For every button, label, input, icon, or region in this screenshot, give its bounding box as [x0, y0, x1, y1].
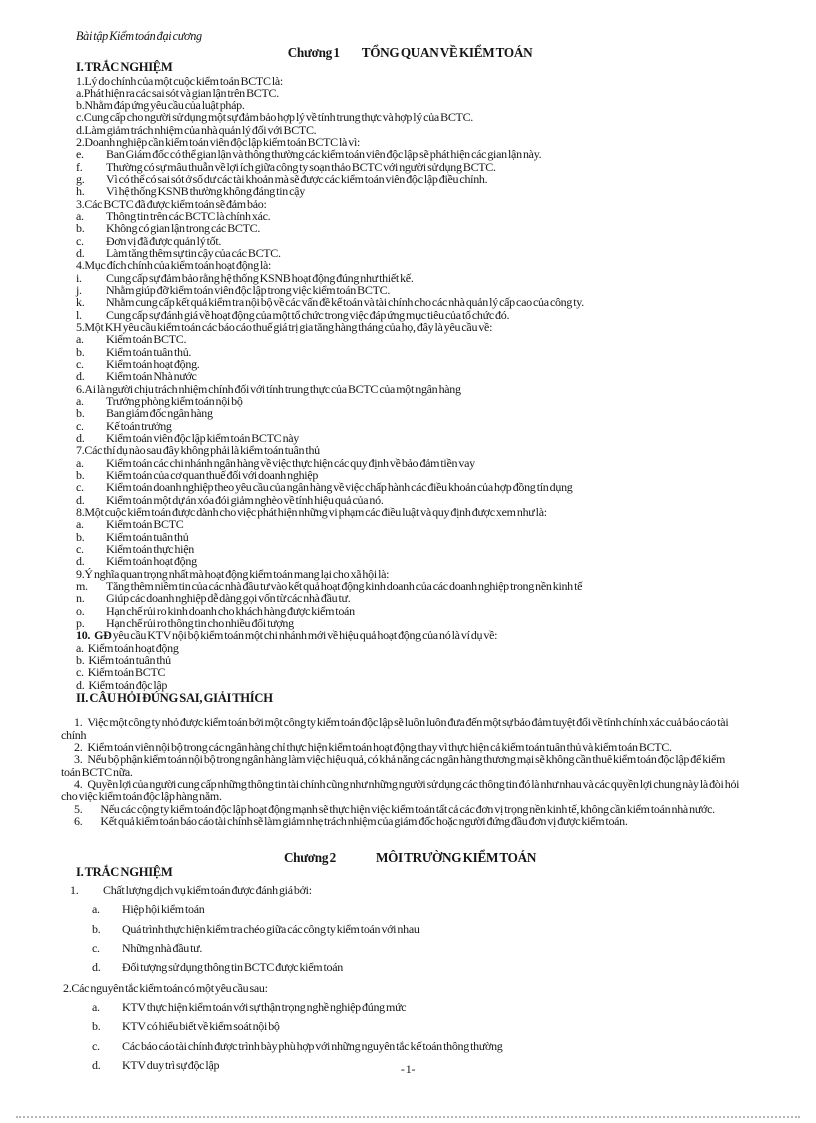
option-text: Làm giảm trách nhiệm của nhà quản lý đối với BCTC.	[84, 122, 317, 137]
option-text: Vì hệ thống KSNB thường không đáng tin cậy	[106, 184, 305, 199]
answer-option	[92, 1040, 744, 1052]
page-number: - 1-	[400, 1062, 416, 1076]
option-label: a.	[76, 85, 84, 100]
option-text: Cung cấp sự đảm bảo rằng hệ thống KSNB hoạt động đúng như thiết kế.	[106, 270, 414, 285]
question-number: 1.	[70, 883, 79, 897]
statement-text: Nếu bộ phận kiểm toán nội bộ trong ngân hàng làm việc hiệu quả, có khả năng các ngân hàng thương mại sẽ không cần thuê kiểm toán độc lập để kiểm toán BCTC nữa.	[61, 752, 726, 779]
statement-number: 5.	[74, 801, 83, 816]
option-label: b.	[92, 1019, 101, 1034]
question-text: yêu cầu KTV nội bộ kiểm toán một chi nhánh mới về hiệu quả hoạt động của nó là ví dụ về:	[111, 628, 498, 643]
answer-option	[92, 903, 744, 915]
statement-text: Nếu các cộng ty kiểm toán độc lập hoạt động mạnh sẽ thực hiện việc kiểm toán tất cả các đơn vị trọng nền kinh tế, không cần kiểm toán nhà nước.	[100, 801, 715, 816]
option-text: Ban Giám đốc có thể gian lận và thông thường các kiểm toán viên độc lập sẽ phát hiện các gian lận này.	[106, 147, 542, 162]
option-label: d.	[76, 246, 85, 261]
option-label: b.	[76, 529, 85, 544]
option-label: a.	[76, 394, 84, 409]
chapter1-heading	[76, 45, 744, 60]
option-text: Ban giám đốc ngân hàng	[106, 406, 213, 421]
question-number: 10.	[76, 628, 91, 643]
question-text: Mục đích chính của kiểm toán hoạt động là:	[84, 258, 272, 273]
question-number: 4.	[76, 258, 85, 273]
answer-option	[76, 654, 744, 666]
option-label: c.	[76, 110, 84, 125]
answer-option	[92, 1020, 744, 1032]
option-text: Kiểm toán các chi nhánh ngân hàng về việc thực hiện các quy định về bảo đảm tiền vay	[106, 455, 475, 470]
statement	[61, 778, 745, 803]
question-lead: GĐ	[94, 628, 112, 643]
option-label: b.	[76, 98, 85, 113]
option-label: a.	[76, 455, 84, 470]
option-label: d.	[76, 554, 85, 569]
chapter1	[61, 45, 744, 829]
option-text: Hạn chế rủi ro thông tin cho nhiều đối tượng	[106, 615, 294, 630]
chapter2-heading-title: MÔI TRƯỜNG KIỂM TOÁN	[375, 849, 537, 865]
option-text: Nhằm đáp ứng yêu cầu của luật pháp.	[84, 98, 245, 113]
option-label: b.	[76, 344, 85, 359]
option-label: c.	[76, 233, 84, 248]
option-text: KTV có hiểu biết về kiểm soát nội bộ	[122, 1019, 280, 1034]
option-text: Cung cấp sự đánh giá về hoạt động của một tổ chức trong việc đáp ứng mục tiêu của tổ chức đó.	[106, 307, 510, 322]
question-text: Lý do chính của một cuộc kiểm toán BCTC là:	[84, 73, 283, 88]
option-text: Kiểm toán hoạt động	[106, 554, 197, 569]
option-text: Thông tin trên các BCTC là chính xác.	[106, 209, 271, 224]
option-text: Phát hiện ra các sai sót và gian lận trên BCTC.	[83, 85, 279, 100]
chapter1-questions	[76, 75, 744, 691]
answer-option	[76, 679, 744, 691]
question-number: 2.	[63, 980, 72, 995]
option-label: b.	[76, 468, 85, 482]
question-number: 3.	[76, 196, 85, 211]
question-number: 9.	[76, 566, 85, 581]
option-text: Đối tượng sử dụng thông tin BCTC được kiểm toán	[122, 960, 343, 975]
option-text: Các báo cáo tài chính được trình bày phù hợp với những nguyên tắc kế toán thông thường	[122, 1038, 503, 1053]
statement-number: 6.	[74, 814, 83, 829]
option-label: h.	[76, 184, 85, 199]
chapter1-heading-title: TỔNG QUAN VỀ KIỂM TOÁN	[361, 45, 533, 60]
statement	[61, 815, 745, 827]
option-text: Nhằm cung cấp kết quả kiểm tra nội bộ về các vấn đề kế toán và tài chính cho các nhà quản lý cấp cao của công ty.	[106, 295, 584, 310]
question-text: Ai là người chịu trách nhiệm chính đối với tính trung thực của BCTC của một ngân hàng	[84, 381, 461, 396]
option-text: Kiểm toán BCTC	[106, 517, 184, 532]
option-label: b.	[92, 921, 101, 936]
option-label: d.	[76, 492, 85, 507]
question-text: Các BCTC đã được kiểm toán sẽ đảm bảo:	[84, 196, 267, 211]
option-label: g.	[76, 172, 85, 187]
option-text: Kiểm toán độc lập	[88, 677, 168, 692]
option-text: Nhằm giúp đỡ kiểm toán viên độc lập trong việc kiểm toán BCTC.	[106, 283, 391, 298]
option-label: e.	[76, 147, 84, 162]
option-label: c.	[92, 940, 100, 955]
chapter2-questions	[63, 884, 744, 1071]
question-text: Chất lượng dịch vụ kiểm toán được đánh giá bởi:	[103, 883, 312, 897]
option-label: d.	[76, 677, 85, 692]
option-text: Trưởng phòng kiểm toán nội bộ	[106, 394, 243, 409]
chapter1-heading-label: Chương 1	[287, 45, 340, 60]
answer-option	[76, 642, 744, 654]
option-label: a.	[76, 517, 84, 532]
option-label: n.	[76, 591, 85, 606]
option-text: Tăng thêm niềm tin của các nhà đầu tư vào kết quả hoạt động kinh doanh của các doanh nghiệp trong nền kinh tế	[106, 578, 583, 593]
option-label: d.	[76, 369, 85, 384]
option-text: Kiểm toán BCTC	[87, 665, 166, 680]
option-label: i.	[76, 270, 82, 285]
question-text: Doanh nghiệp cần kiểm toán viên độc lập kiểm toán BCTC là vì:	[84, 135, 361, 150]
option-label: a.	[92, 902, 100, 917]
answer-option	[92, 1001, 744, 1013]
statement-number: 4.	[74, 777, 83, 792]
chapter1-tf-heading: II. CÂU HỎI ĐÚNG SAI, GIẢI THÍCH	[76, 690, 273, 705]
option-label: d.	[92, 960, 101, 975]
option-text: KTV thực hiện kiểm toán với sự thận trọng nghề nghiệp đúng mức	[122, 999, 407, 1014]
answer-option	[92, 942, 744, 954]
option-text: Kế toán trưởng	[106, 418, 172, 433]
answer-option	[76, 407, 744, 419]
option-label: c.	[76, 480, 84, 495]
option-label: o.	[76, 603, 85, 618]
option-label: d.	[92, 1057, 101, 1072]
question-number: 5.	[76, 320, 85, 335]
option-text: KTV duy trì sự độc lập	[122, 1057, 220, 1072]
option-text: Không có gian lận trong các BCTC.	[106, 221, 261, 236]
option-label: l.	[76, 307, 82, 322]
option-label: a.	[76, 332, 84, 347]
question-text: Một KH yêu cầu kiểm toán các báo cáo thuế giá trị gia tăng hàng tháng của họ, đây là yêu cầu về:	[84, 320, 493, 335]
chapter1-mc-heading: I. TRẮC NGHIỆM	[76, 60, 173, 74]
statement-text: Kết quả kiểm toán báo cáo tài chính sẽ làm giảm nhẹ trách nhiệm của giám đốc hoặc người đứng đầu đơn vị được kiểm toán.	[100, 814, 628, 829]
option-text: Kiểm toán thực hiện	[106, 541, 194, 556]
question-text: Ý nghĩa quan trọng nhất mà hoạt động kiểm toán mang lại cho xã hội là:	[84, 566, 390, 581]
doc-header: Bài tập Kiểm toán đại cương	[76, 29, 202, 43]
option-label: p.	[76, 615, 85, 630]
statement-text: Kiểm toán viên nội bộ trong các ngân hàng chỉ thực hiện kiểm toán hoạt động thay vì thực hiện cả kiểm toán tuân thủ và kiểm toán BCTC.	[87, 740, 672, 755]
option-label: c.	[92, 1038, 100, 1053]
option-text: Giúp các doanh nghiệp dễ dàng gọi vốn từ các nhà đầu tư.	[106, 591, 351, 606]
option-label: j.	[76, 283, 82, 298]
option-text: Đơn vị đã được quản lý tốt.	[106, 233, 222, 248]
statement-number: 1.	[74, 715, 83, 730]
option-text: Kiểm toán Nhà nước	[106, 369, 197, 384]
option-text: Kiểm toán doanh nghiệp theo yêu cầu của ngân hàng về việc chấp hành các điều khoản của hợp đồng tín dụng	[106, 480, 573, 495]
option-label: f.	[76, 159, 83, 174]
question-number: 1.	[76, 73, 85, 88]
option-text: Kiểm toán hoạt động.	[106, 357, 200, 372]
option-label: d.	[76, 122, 85, 137]
question-number: 8.	[76, 504, 85, 519]
option-text: Những nhà đầu tư.	[122, 940, 203, 955]
question-number: 6.	[76, 381, 85, 396]
chapter1-statements	[61, 716, 745, 827]
option-label: a.	[76, 209, 84, 224]
option-label: a.	[76, 640, 84, 655]
option-label: m.	[76, 578, 88, 593]
option-label: a.	[92, 999, 100, 1014]
option-label: c.	[76, 541, 84, 556]
chapter2	[63, 849, 744, 1072]
statement	[61, 753, 745, 778]
option-text: Hạn chế rủi ro kinh doanh cho khách hàng được kiểm toán	[106, 603, 355, 618]
question	[63, 982, 744, 994]
statement	[61, 716, 745, 741]
statement-number: 3.	[74, 752, 83, 767]
option-text: Cung cấp cho người sử dụng một sự đảm bảo hợp lý về tính trung thực và hợp lý của BCTC.	[83, 110, 473, 125]
chapter2-mc-heading: I. TRẮC NGHIỆM	[76, 864, 173, 879]
option-label: k.	[76, 295, 85, 310]
option-label: b.	[76, 406, 85, 421]
option-text: Kiểm toán hoạt động	[87, 640, 179, 655]
option-label: c.	[76, 665, 84, 680]
option-text: Kiểm toán tuân thủ	[88, 652, 171, 667]
question-text: Một cuộc kiểm toán được dành cho việc phát hiện những vi phạm các điều luật và quy định được xem như là:	[84, 504, 547, 519]
option-text: Vì có thể có sai sót ở số dư các tài khoản mà sẽ được các kiểm toán viên độc lập điều chỉnh.	[106, 172, 488, 187]
statement-text: Việc một công ty nhỏ được kiểm toán bởi một công ty kiểm toán độc lập sẽ luôn luôn đưa đến một sự bảo đảm tuyệt đối về tính chính xác cuả báo cáo tài chính	[61, 715, 729, 742]
option-text: Kiểm toán tuân thủ	[106, 529, 189, 544]
page-break-dotted-line	[16, 1116, 800, 1118]
option-text: Kiểm toán của cơ quan thuế đối với doanh nghiệp	[106, 468, 319, 482]
statement-text: Quyền lợi của người cung cấp những thông tin tài chính cũng như những người sử dụng các thông tin đó là như nhau và các quyền lợi chung này là đòi hỏi cho việc kiểm toán độc lập hàng năm.	[61, 777, 740, 804]
option-text: Kiểm toán BCTC.	[106, 332, 187, 347]
option-text: Quá trình thực hiện kiểm tra chéo giữa các công ty kiểm toán với nhau	[122, 921, 420, 936]
option-text: Làm tăng thêm sự tin cậy của các BCTC.	[106, 246, 281, 261]
chapter2-heading-label: Chương 2	[283, 849, 336, 865]
option-text: Kiểm toán một dự án xóa đói giảm nghèo về tính hiệu quả của nó.	[106, 492, 384, 507]
question-number: 2.	[76, 135, 85, 150]
option-label: d.	[76, 431, 85, 446]
answer-option	[76, 666, 744, 678]
answer-option	[92, 961, 744, 973]
option-text: Thường có sự mâu thuẫn về lợi ích giữa công ty soạn thảo BCTC với người sử dụng BCTC.	[106, 159, 496, 174]
option-label: c.	[76, 418, 84, 433]
question-text: Các nguyên tắc kiểm toán có một yêu cầu sau:	[71, 980, 268, 995]
statement-number: 2.	[74, 740, 83, 755]
answer-option	[92, 923, 744, 935]
option-label: c.	[76, 357, 84, 372]
question-text: Các thí dụ nào sau đây không phải là kiểm toán tuân thủ	[84, 443, 320, 458]
chapter2-heading	[76, 850, 744, 865]
question-number: 7.	[76, 443, 85, 458]
option-label: b.	[76, 221, 85, 236]
option-text: Kiểm toán viên độc lập kiểm toán BCTC này	[106, 431, 299, 446]
option-text: Kiểm toán tuân thủ.	[106, 344, 192, 359]
option-text: Hiệp hội kiểm toán	[122, 902, 205, 917]
question	[63, 884, 744, 896]
option-label: b.	[76, 652, 85, 667]
